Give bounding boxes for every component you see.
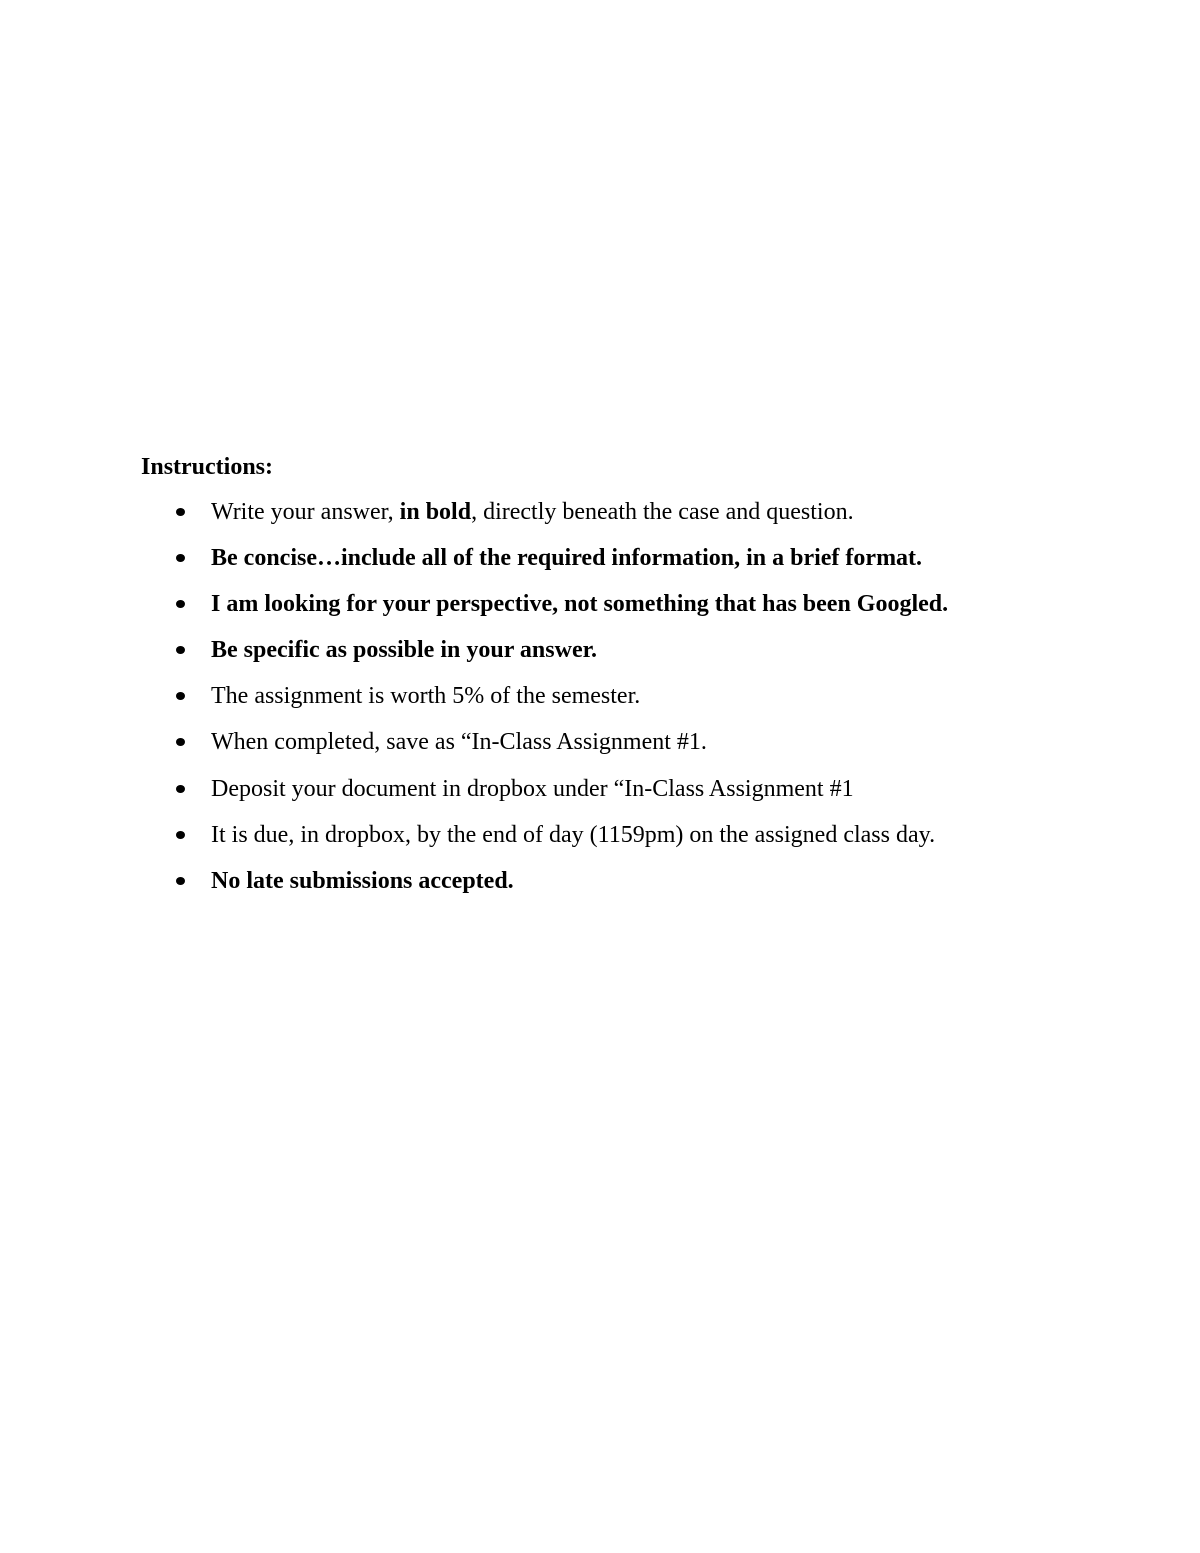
instruction-text — [211, 496, 854, 528]
instruction-text: I am looking for your perspective, not something that has been Googled. — [211, 591, 949, 618]
instructions-heading: Instructions: — [141, 454, 274, 480]
instruction-text: It is due, in dropbox, by the end of day (1159pm) on the assigned class day. — [211, 821, 936, 848]
instruction-text: Deposit your document in dropbox under “In-Class Assignment #1 — [211, 775, 854, 802]
bullet-icon — [176, 508, 185, 516]
bullet-icon — [176, 554, 185, 562]
bullet-icon — [176, 785, 185, 793]
instruction-text-bold-segment: in bold — [399, 499, 472, 525]
bullet-icon — [176, 600, 185, 608]
instruction-text: Be concise…include all of the required information, in a brief format. — [211, 545, 923, 572]
bullet-icon — [176, 692, 185, 700]
instruction-item — [141, 634, 1141, 680]
instruction-item — [141, 680, 1141, 726]
instructions-list — [141, 496, 1141, 911]
instruction-item — [141, 588, 1141, 634]
bullet-icon — [176, 646, 185, 654]
instruction-text: No late submissions accepted. — [211, 867, 514, 894]
instruction-item — [141, 819, 1141, 865]
bullet-icon — [176, 831, 185, 839]
instruction-text-segment: , directly beneath the case and question. — [471, 499, 854, 525]
instruction-text: When completed, save as “In-Class Assignment #1. — [211, 729, 707, 756]
bullet-icon — [176, 877, 185, 885]
bullet-icon — [176, 738, 185, 746]
instruction-item — [141, 726, 1141, 772]
instruction-text: Be specific as possible in your answer. — [211, 637, 598, 664]
instruction-item — [141, 865, 1141, 911]
instructions-section — [141, 450, 1141, 911]
instruction-item — [141, 542, 1141, 588]
instruction-text: The assignment is worth 5% of the semester. — [211, 683, 641, 710]
instruction-item — [141, 496, 1141, 542]
instruction-item — [141, 773, 1141, 819]
instruction-text-segment: Write your answer, — [211, 499, 400, 525]
